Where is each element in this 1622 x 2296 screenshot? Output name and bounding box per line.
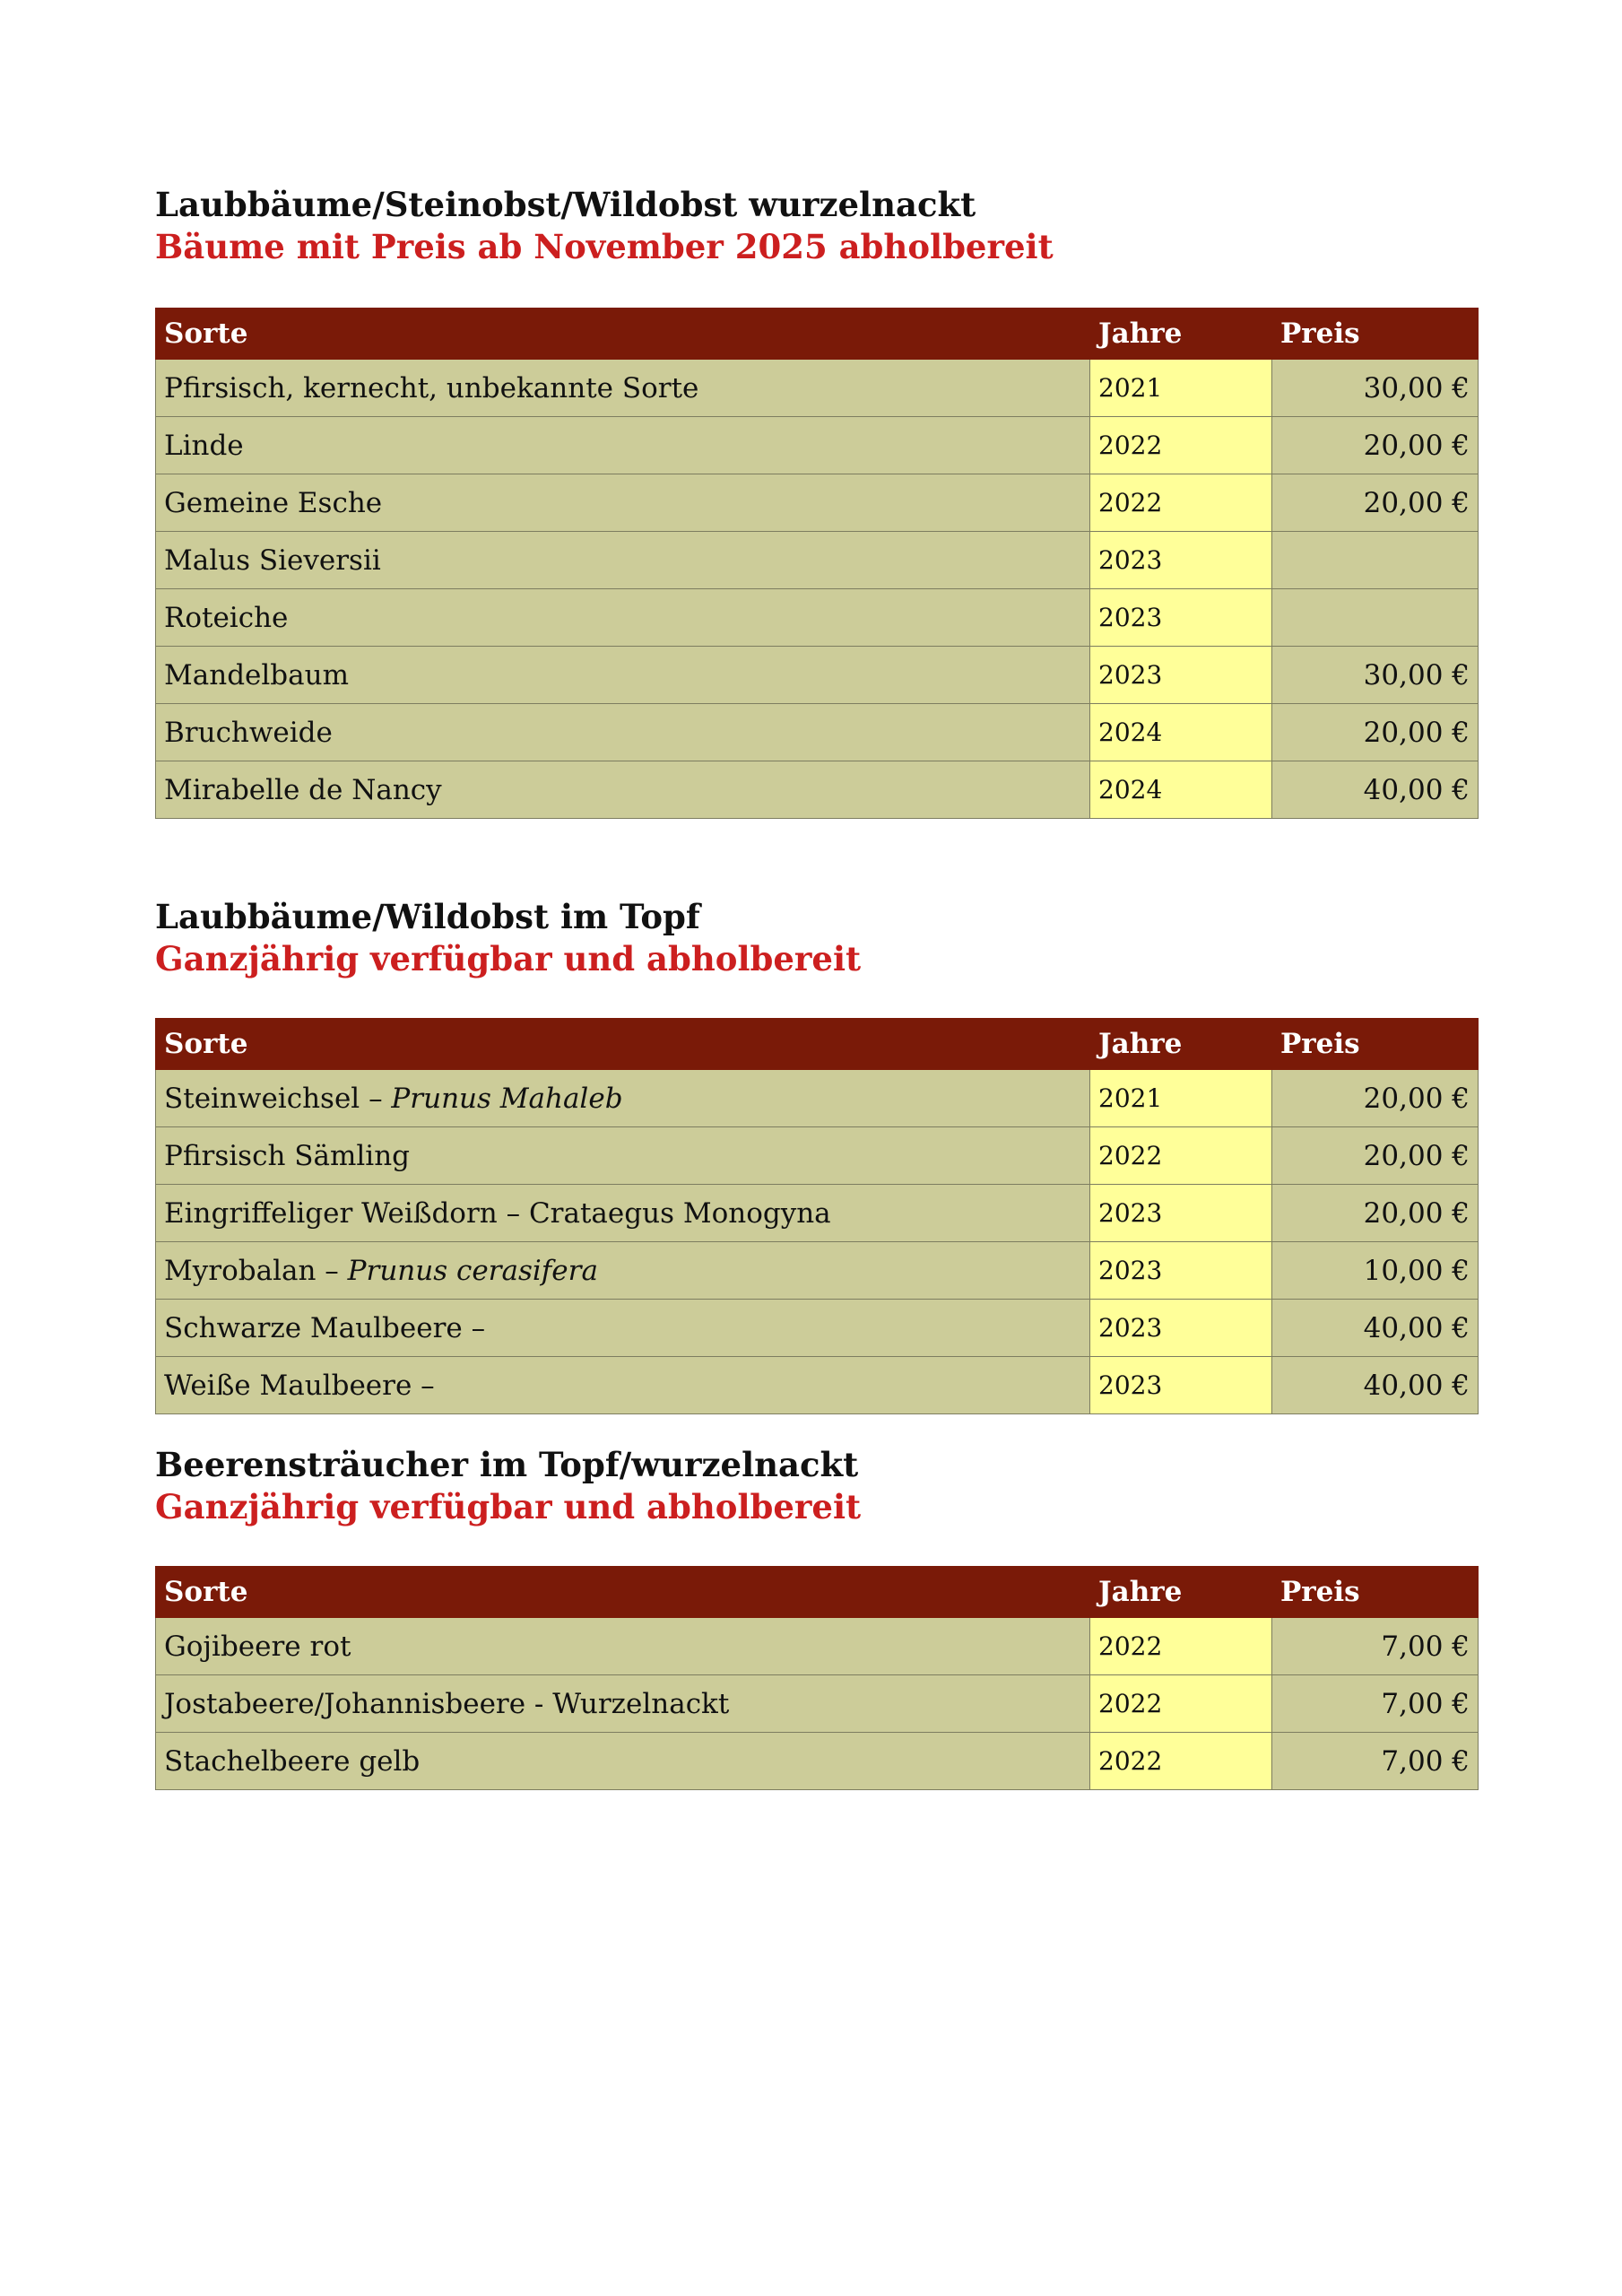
table-row bbox=[156, 474, 1479, 532]
section-subtitle: Ganzjährig verfügbar und abholbereit bbox=[155, 939, 862, 978]
cell-preis: 20,00 € bbox=[1272, 1185, 1479, 1242]
table-row bbox=[156, 417, 1479, 474]
table-row bbox=[156, 1618, 1479, 1675]
table-row bbox=[156, 1300, 1479, 1357]
cell-jahr: 2022 bbox=[1090, 1127, 1272, 1185]
cell-jahr: 2021 bbox=[1090, 1070, 1272, 1127]
cell-jahr: 2024 bbox=[1090, 704, 1272, 761]
column-header-preis: Preis bbox=[1272, 309, 1479, 360]
sorte-text: Steinweichsel – bbox=[164, 1082, 392, 1115]
price-table bbox=[155, 1018, 1479, 1414]
column-header-sorte: Sorte bbox=[156, 1567, 1090, 1618]
table-row bbox=[156, 589, 1479, 647]
cell-preis: 30,00 € bbox=[1272, 360, 1479, 417]
cell-preis: 20,00 € bbox=[1272, 1127, 1479, 1185]
latin-name: Prunus cerasifera bbox=[347, 1254, 598, 1287]
sorte-text: Linde bbox=[164, 429, 244, 462]
cell-sorte bbox=[156, 1733, 1090, 1790]
sorte-text: Myrobalan – bbox=[164, 1254, 348, 1287]
cell-sorte bbox=[156, 1127, 1090, 1185]
sorte-text: Jostabeere/Johannisbeere - Wurzelnackt bbox=[164, 1687, 730, 1720]
table-row bbox=[156, 1127, 1479, 1185]
table-body bbox=[156, 360, 1479, 819]
cell-preis: 20,00 € bbox=[1272, 1070, 1479, 1127]
cell-preis: 7,00 € bbox=[1272, 1733, 1479, 1790]
cell-sorte bbox=[156, 360, 1090, 417]
cell-jahr: 2023 bbox=[1090, 1242, 1272, 1300]
column-header-jahre: Jahre bbox=[1090, 1019, 1272, 1070]
column-header-jahre: Jahre bbox=[1090, 1567, 1272, 1618]
cell-preis: 10,00 € bbox=[1272, 1242, 1479, 1300]
table-row bbox=[156, 1675, 1479, 1733]
cell-sorte bbox=[156, 647, 1090, 704]
table-row bbox=[156, 704, 1479, 761]
section-title: Laubbäume/Wildobst im Topf bbox=[155, 897, 700, 936]
table-row bbox=[156, 647, 1479, 704]
cell-jahr: 2022 bbox=[1090, 1675, 1272, 1733]
table-row bbox=[156, 1357, 1479, 1414]
cell-preis: 7,00 € bbox=[1272, 1675, 1479, 1733]
cell-preis bbox=[1272, 532, 1479, 589]
sorte-text: Weiße Maulbeere – bbox=[164, 1369, 435, 1402]
cell-sorte bbox=[156, 1675, 1090, 1733]
cell-jahr: 2022 bbox=[1090, 1733, 1272, 1790]
sorte-text: Bruchweide bbox=[164, 716, 333, 749]
cell-sorte bbox=[156, 474, 1090, 532]
column-header-sorte: Sorte bbox=[156, 1019, 1090, 1070]
column-header-jahre: Jahre bbox=[1090, 309, 1272, 360]
cell-preis: 20,00 € bbox=[1272, 704, 1479, 761]
cell-sorte bbox=[156, 589, 1090, 647]
column-header-preis: Preis bbox=[1272, 1019, 1479, 1070]
cell-preis: 20,00 € bbox=[1272, 474, 1479, 532]
cell-preis: 30,00 € bbox=[1272, 647, 1479, 704]
section-topf bbox=[155, 896, 1478, 1402]
table-header-row bbox=[156, 309, 1479, 360]
section-wurzelnackt bbox=[155, 184, 1478, 806]
sorte-text: Roteiche bbox=[164, 601, 289, 634]
sorte-text: Eingriffeliger Weißdorn – Crataegus Monogyna bbox=[164, 1196, 831, 1230]
table-row bbox=[156, 1733, 1479, 1790]
cell-jahr: 2024 bbox=[1090, 761, 1272, 819]
section-title: Beerensträucher im Topf/wurzelnackt bbox=[155, 1445, 859, 1484]
cell-jahr: 2022 bbox=[1090, 1618, 1272, 1675]
cell-sorte bbox=[156, 1242, 1090, 1300]
cell-preis: 40,00 € bbox=[1272, 1357, 1479, 1414]
cell-sorte bbox=[156, 1070, 1090, 1127]
cell-sorte bbox=[156, 1618, 1090, 1675]
cell-sorte bbox=[156, 417, 1090, 474]
cell-jahr: 2023 bbox=[1090, 1185, 1272, 1242]
sorte-text: Malus Sieversii bbox=[164, 544, 381, 577]
table-body bbox=[156, 1618, 1479, 1790]
column-header-sorte: Sorte bbox=[156, 309, 1090, 360]
column-header-preis: Preis bbox=[1272, 1567, 1479, 1618]
sorte-text: Schwarze Maulbeere – bbox=[164, 1311, 486, 1344]
sorte-text: Mirabelle de Nancy bbox=[164, 773, 442, 806]
cell-jahr: 2022 bbox=[1090, 474, 1272, 532]
cell-sorte bbox=[156, 761, 1090, 819]
cell-preis bbox=[1272, 589, 1479, 647]
table-row bbox=[156, 532, 1479, 589]
cell-sorte bbox=[156, 1357, 1090, 1414]
table-body bbox=[156, 1070, 1479, 1414]
table-header-row bbox=[156, 1019, 1479, 1070]
cell-jahr: 2022 bbox=[1090, 417, 1272, 474]
sorte-text: Mandelbaum bbox=[164, 658, 349, 691]
section-subtitle: Bäume mit Preis ab November 2025 abholbereit bbox=[155, 227, 1054, 266]
section-subtitle: Ganzjährig verfügbar und abholbereit bbox=[155, 1487, 862, 1526]
sorte-text: Pfirsisch, kernecht, unbekannte Sorte bbox=[164, 371, 699, 404]
cell-jahr: 2023 bbox=[1090, 532, 1272, 589]
cell-preis: 40,00 € bbox=[1272, 761, 1479, 819]
table-row bbox=[156, 1070, 1479, 1127]
sorte-text: Gemeine Esche bbox=[164, 486, 383, 519]
table-row bbox=[156, 1185, 1479, 1242]
price-table bbox=[155, 308, 1479, 819]
cell-jahr: 2023 bbox=[1090, 1300, 1272, 1357]
cell-sorte bbox=[156, 1300, 1090, 1357]
section-beerenstraeucher bbox=[155, 1444, 1478, 1778]
cell-jahr: 2023 bbox=[1090, 589, 1272, 647]
table-header-row bbox=[156, 1567, 1479, 1618]
cell-jahr: 2021 bbox=[1090, 360, 1272, 417]
table-row bbox=[156, 1242, 1479, 1300]
sorte-text: Stachelbeere gelb bbox=[164, 1744, 421, 1778]
cell-preis: 40,00 € bbox=[1272, 1300, 1479, 1357]
cell-sorte bbox=[156, 1185, 1090, 1242]
sorte-text: Pfirsisch Sämling bbox=[164, 1139, 411, 1172]
sorte-text: Gojibeere rot bbox=[164, 1630, 351, 1663]
price-table bbox=[155, 1566, 1479, 1790]
table-row bbox=[156, 360, 1479, 417]
cell-sorte bbox=[156, 532, 1090, 589]
table-row bbox=[156, 761, 1479, 819]
cell-preis: 7,00 € bbox=[1272, 1618, 1479, 1675]
latin-name: Prunus Mahaleb bbox=[391, 1082, 623, 1115]
cell-jahr: 2023 bbox=[1090, 647, 1272, 704]
cell-preis: 20,00 € bbox=[1272, 417, 1479, 474]
cell-jahr: 2023 bbox=[1090, 1357, 1272, 1414]
section-title: Laubbäume/Steinobst/Wildobst wurzelnackt bbox=[155, 185, 976, 224]
cell-sorte bbox=[156, 704, 1090, 761]
